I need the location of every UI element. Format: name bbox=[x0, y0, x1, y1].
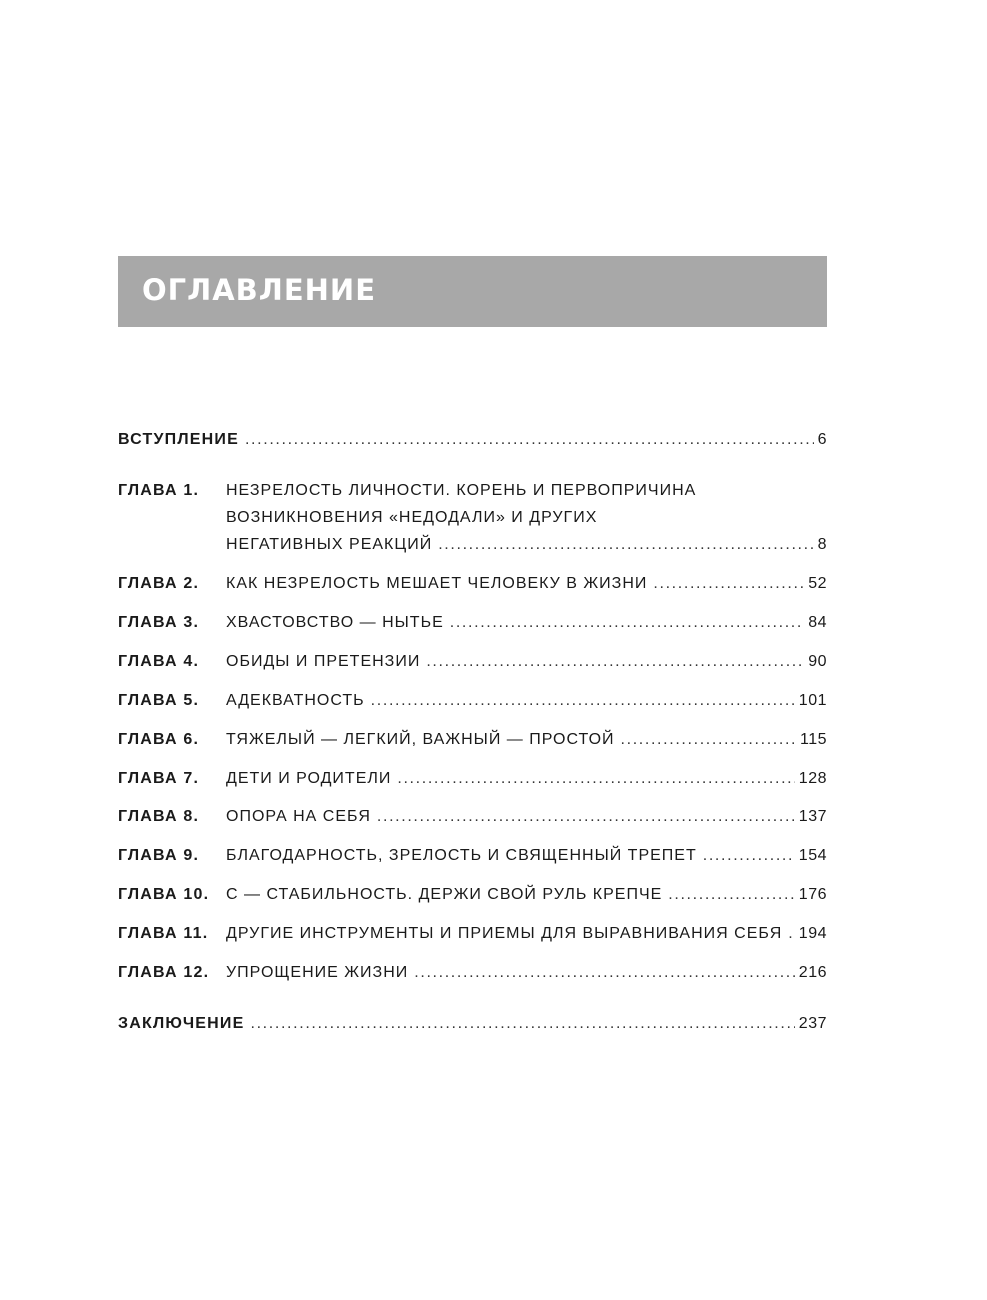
toc-entry-chapter-7[interactable] bbox=[118, 765, 827, 792]
toc-title: ДЕТИ И РОДИТЕЛИ bbox=[226, 770, 392, 787]
toc-entry-chapter-11[interactable] bbox=[118, 920, 827, 947]
toc-label: ГЛАВА 11. bbox=[118, 925, 209, 942]
dot-leader bbox=[788, 920, 795, 947]
dot-leader bbox=[450, 609, 804, 636]
toc-label: ГЛАВА 8. bbox=[118, 808, 200, 825]
toc-page-number: 8 bbox=[817, 536, 827, 553]
toc-entry-chapter-9[interactable] bbox=[118, 842, 827, 869]
toc-entry-chapter-5[interactable] bbox=[118, 687, 827, 714]
toc-title: ОПОРА НА СЕБЯ bbox=[226, 808, 371, 825]
toc-title: ТЯЖЕЛЫЙ — ЛЕГКИЙ, ВАЖНЫЙ — ПРОСТОЙ bbox=[226, 731, 615, 748]
toc-page-number: 176 bbox=[798, 886, 827, 903]
toc-entry-chapter-12[interactable] bbox=[118, 959, 827, 986]
dot-leader bbox=[703, 842, 795, 869]
toc-page-number: 90 bbox=[808, 653, 827, 670]
dot-leader bbox=[653, 570, 804, 597]
toc-entry-chapter-6[interactable] bbox=[118, 726, 827, 753]
page-title: ОГЛАВЛЕНИЕ bbox=[142, 273, 377, 307]
toc-entry-chapter-10[interactable] bbox=[118, 881, 827, 908]
dot-leader bbox=[251, 1010, 795, 1037]
toc-page-number: 137 bbox=[798, 808, 827, 825]
toc-page-number: 194 bbox=[798, 925, 827, 942]
toc-title-line: НЕГАТИВНЫХ РЕАКЦИЙ bbox=[226, 536, 433, 553]
dot-leader bbox=[426, 648, 804, 675]
toc-title: С — СТАБИЛЬНОСТЬ. ДЕРЖИ СВОЙ РУЛЬ КРЕПЧЕ bbox=[226, 886, 663, 903]
toc-title-line: ВОЗНИКНОВЕНИЯ «НЕДОДАЛИ» И ДРУГИХ bbox=[226, 509, 598, 526]
toc-title-line: НЕЗРЕЛОСТЬ ЛИЧНОСТИ. КОРЕНЬ И ПЕРВОПРИЧИНА bbox=[226, 482, 697, 499]
toc-page-number: 154 bbox=[798, 847, 827, 864]
dot-leader bbox=[414, 959, 795, 986]
toc-entry-chapter-3[interactable] bbox=[118, 609, 827, 636]
toc-page-number: 216 bbox=[798, 964, 827, 981]
dot-leader bbox=[371, 687, 795, 714]
toc-page-number: 84 bbox=[808, 614, 827, 631]
toc-page-number: 128 bbox=[798, 770, 827, 787]
dot-leader bbox=[668, 881, 795, 908]
dot-leader bbox=[377, 803, 795, 830]
dot-leader bbox=[245, 426, 814, 453]
toc-label: ГЛАВА 4. bbox=[118, 653, 200, 670]
toc-entry-intro[interactable] bbox=[118, 426, 827, 453]
toc-entry-conclusion[interactable] bbox=[118, 1010, 827, 1037]
toc-page-number: 237 bbox=[798, 1015, 827, 1032]
toc-title: ДРУГИЕ ИНСТРУМЕНТЫ И ПРИЕМЫ ДЛЯ ВЫРАВНИВАНИЯ СЕБЯ bbox=[226, 925, 783, 942]
toc-title: АДЕКВАТНОСТЬ bbox=[226, 692, 365, 709]
toc-label: ГЛАВА 7. bbox=[118, 770, 200, 787]
toc-label: ГЛАВА 12. bbox=[118, 964, 210, 981]
toc-label: ГЛАВА 9. bbox=[118, 847, 200, 864]
toc-page-number: 6 bbox=[817, 431, 827, 448]
toc-title: БЛАГОДАРНОСТЬ, ЗРЕЛОСТЬ И СВЯЩЕННЫЙ ТРЕПЕТ bbox=[226, 847, 697, 864]
toc-entry-chapter-8[interactable] bbox=[118, 803, 827, 830]
toc-label: ГЛАВА 6. bbox=[118, 731, 200, 748]
dot-leader bbox=[621, 726, 796, 753]
toc-title: УПРОЩЕНИЕ ЖИЗНИ bbox=[226, 964, 409, 981]
toc-label: ГЛАВА 2. bbox=[118, 575, 200, 592]
toc-label: ЗАКЛЮЧЕНИЕ bbox=[118, 1015, 245, 1032]
toc-entry-chapter-2[interactable] bbox=[118, 570, 827, 597]
toc-entry-chapter-1[interactable] bbox=[118, 477, 827, 558]
toc-label: ГЛАВА 5. bbox=[118, 692, 200, 709]
toc-label: ГЛАВА 10. bbox=[118, 886, 210, 903]
toc-page-number: 52 bbox=[808, 575, 827, 592]
toc-label: ВСТУПЛЕНИЕ bbox=[118, 431, 239, 448]
toc-title: ХВАСТОВСТВО — НЫТЬЕ bbox=[226, 614, 444, 631]
toc-label: ГЛАВА 3. bbox=[118, 614, 200, 631]
toc-page-number: 115 bbox=[799, 731, 827, 748]
toc-title: ОБИДЫ И ПРЕТЕНЗИИ bbox=[226, 653, 421, 670]
toc-page-number: 101 bbox=[798, 692, 827, 709]
dot-leader bbox=[397, 765, 794, 792]
header-band bbox=[118, 256, 827, 327]
toc-label: ГЛАВА 1. bbox=[118, 482, 200, 499]
toc-entry-chapter-4[interactable] bbox=[118, 648, 827, 675]
dot-leader bbox=[438, 531, 813, 558]
toc-title: КАК НЕЗРЕЛОСТЬ МЕШАЕТ ЧЕЛОВЕКУ В ЖИЗНИ bbox=[226, 575, 648, 592]
